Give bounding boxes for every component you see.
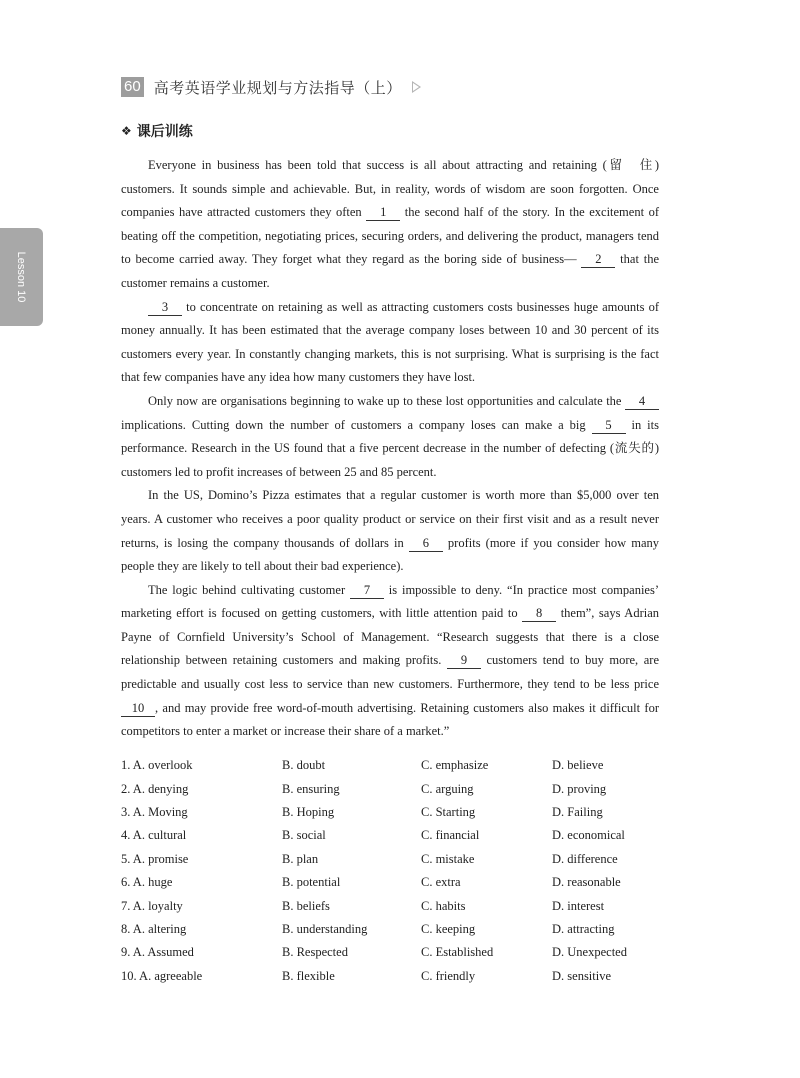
passage-text: them”, says Adrian Payne of Cornfield University’s School of Management. “Research suggests that there is a close relationship between retaining customers and making profits. <box>121 606 659 668</box>
book-title: 高考英语学业规划与方法指导（上） <box>153 78 402 97</box>
option-c[interactable]: C. habits <box>421 898 466 913</box>
page-number: 60 <box>121 77 144 97</box>
option-d[interactable]: D. believe <box>552 758 604 773</box>
blank-9[interactable]: 9 <box>447 652 481 669</box>
option-a[interactable]: 7. A. loyalty <box>121 898 183 913</box>
passage-text: Only now are organisations beginning to wake up to these lost opportunities and calculate the <box>148 393 625 408</box>
option-row <box>121 754 681 777</box>
option-a[interactable]: 5. A. promise <box>121 851 189 866</box>
option-d[interactable]: D. reasonable <box>552 875 621 890</box>
passage-text: implications. Cutting down the number of customers a company loses can make a big <box>121 417 592 432</box>
page-header <box>121 76 421 98</box>
option-d[interactable]: D. sensitive <box>552 968 612 983</box>
option-b[interactable]: B. doubt <box>282 758 326 773</box>
option-row <box>121 824 681 847</box>
option-b[interactable]: B. beliefs <box>282 898 330 913</box>
passage-text: is impossible to deny. “In practice most companies’ marketing effort is focused on getting customers, with little attention paid to <box>121 582 659 621</box>
passage-text: customers tend to buy more, are predictable and usually cost less to service than new customers. Furthermore, they tend to be less price <box>121 653 659 692</box>
answer-options <box>121 754 681 988</box>
triangle-right-icon <box>412 81 421 93</box>
passage-paragraph <box>121 390 659 484</box>
option-c[interactable]: C. Established <box>421 945 494 960</box>
passage-paragraph <box>121 296 659 390</box>
option-b[interactable]: B. understanding <box>282 921 368 936</box>
option-c[interactable]: C. mistake <box>421 851 475 866</box>
blank-7[interactable]: 7 <box>350 582 384 599</box>
option-b[interactable]: B. social <box>282 828 326 843</box>
option-d[interactable]: D. economical <box>552 828 625 843</box>
option-row <box>121 848 681 871</box>
blank-1[interactable]: 1 <box>366 204 400 221</box>
option-b[interactable]: B. flexible <box>282 968 335 983</box>
option-a[interactable]: 6. A. huge <box>121 875 173 890</box>
blank-10[interactable]: 10 <box>121 700 155 717</box>
passage-paragraph <box>121 579 659 744</box>
passage-text: In the US, Domino’s Pizza estimates that a regular customer is worth more than $5,000 over ten years. A customer who receives a poor quality product or service on their first visit and as a result never returns, is losing the company thousands of dollars in <box>121 488 659 550</box>
option-c[interactable]: C. arguing <box>421 781 474 796</box>
passage-text: Everyone in business has been told that success is all about attracting and retaining (留 住) customers. It sounds simple and achievable. But, in reality, words of wisdom are soon forgotten. Once companies have attracted customers they often <box>121 158 659 220</box>
option-d[interactable]: D. attracting <box>552 921 615 936</box>
blank-4[interactable]: 4 <box>625 393 659 410</box>
passage-text: , and may provide free word-of-mouth advertising. Retaining customers also makes it difficult for competitors to enter a market or increase their share of a market.” <box>121 700 659 739</box>
option-a[interactable]: 2. A. denying <box>121 781 189 796</box>
passage-paragraph <box>121 484 659 578</box>
passage-text: profits (more if you consider how many people they are likely to tell about their bad experience). <box>121 535 659 574</box>
option-c[interactable]: C. keeping <box>421 921 476 936</box>
option-a[interactable]: 10. A. agreeable <box>121 968 203 983</box>
passage-paragraph <box>121 154 659 296</box>
passage-text: The logic behind cultivating customer <box>148 582 350 597</box>
option-b[interactable]: B. Hoping <box>282 804 335 819</box>
option-row <box>121 941 681 964</box>
blank-8[interactable]: 8 <box>522 605 556 622</box>
option-c[interactable]: C. emphasize <box>421 758 489 773</box>
option-c[interactable]: C. friendly <box>421 968 476 983</box>
option-a[interactable]: 3. A. Moving <box>121 804 188 819</box>
option-row <box>121 801 681 824</box>
option-row <box>121 918 681 941</box>
side-tab-label: Lesson 10 <box>15 251 27 303</box>
blank-6[interactable]: 6 <box>409 535 443 552</box>
option-b[interactable]: B. Respected <box>282 945 348 960</box>
blank-3[interactable]: 3 <box>148 299 182 316</box>
option-a[interactable]: 4. A. cultural <box>121 828 187 843</box>
option-d[interactable]: D. interest <box>552 898 605 913</box>
option-row <box>121 871 681 894</box>
option-a[interactable]: 9. A. Assumed <box>121 945 194 960</box>
option-c[interactable]: C. Starting <box>421 804 476 819</box>
option-b[interactable]: B. ensuring <box>282 781 340 796</box>
option-row <box>121 777 681 800</box>
diamond-bullet-icon: ❖ <box>121 124 132 138</box>
option-a[interactable]: 8. A. altering <box>121 921 187 936</box>
option-d[interactable]: D. Unexpected <box>552 945 627 960</box>
option-b[interactable]: B. potential <box>282 875 341 890</box>
option-d[interactable]: D. difference <box>552 851 618 866</box>
passage-text: to concentrate on retaining as well as attracting customers costs businesses huge amounts of money annually. It has been estimated that the average company loses between 10 and 30 percent of its customers every year. In constantly changing markets, this is not surprising. What is surprising is the fact that few companies have any idea how many customers they have lost. <box>121 299 659 385</box>
option-d[interactable]: D. Failing <box>552 804 603 819</box>
passage-text: the second half of the story. In the excitement of beating off the competition, negotiating prices, securing orders, and delivering the product, managers tend to become carried away. They forget what they regard as the boring side of business— <box>121 205 660 267</box>
passage-text: that the customer remains a customer. <box>121 252 659 290</box>
option-b[interactable]: B. plan <box>282 851 319 866</box>
lesson-side-tab <box>0 228 43 326</box>
option-c[interactable]: C. financial <box>421 828 480 843</box>
option-row <box>121 965 681 988</box>
blank-2[interactable]: 2 <box>581 251 615 268</box>
cloze-passage <box>121 154 659 744</box>
option-c[interactable]: C. extra <box>421 875 461 890</box>
passage-text: in its performance. Research in the US found that a five percent decrease in the number of defecting (流失的) customers led to profit increases of between 25 and 85 percent. <box>121 417 659 479</box>
section-heading <box>121 121 193 141</box>
option-row <box>121 894 681 917</box>
blank-5[interactable]: 5 <box>592 417 626 434</box>
section-title: 课后训练 <box>136 124 193 140</box>
option-a[interactable]: 1. A. overlook <box>121 758 193 773</box>
option-d[interactable]: D. proving <box>552 781 607 796</box>
